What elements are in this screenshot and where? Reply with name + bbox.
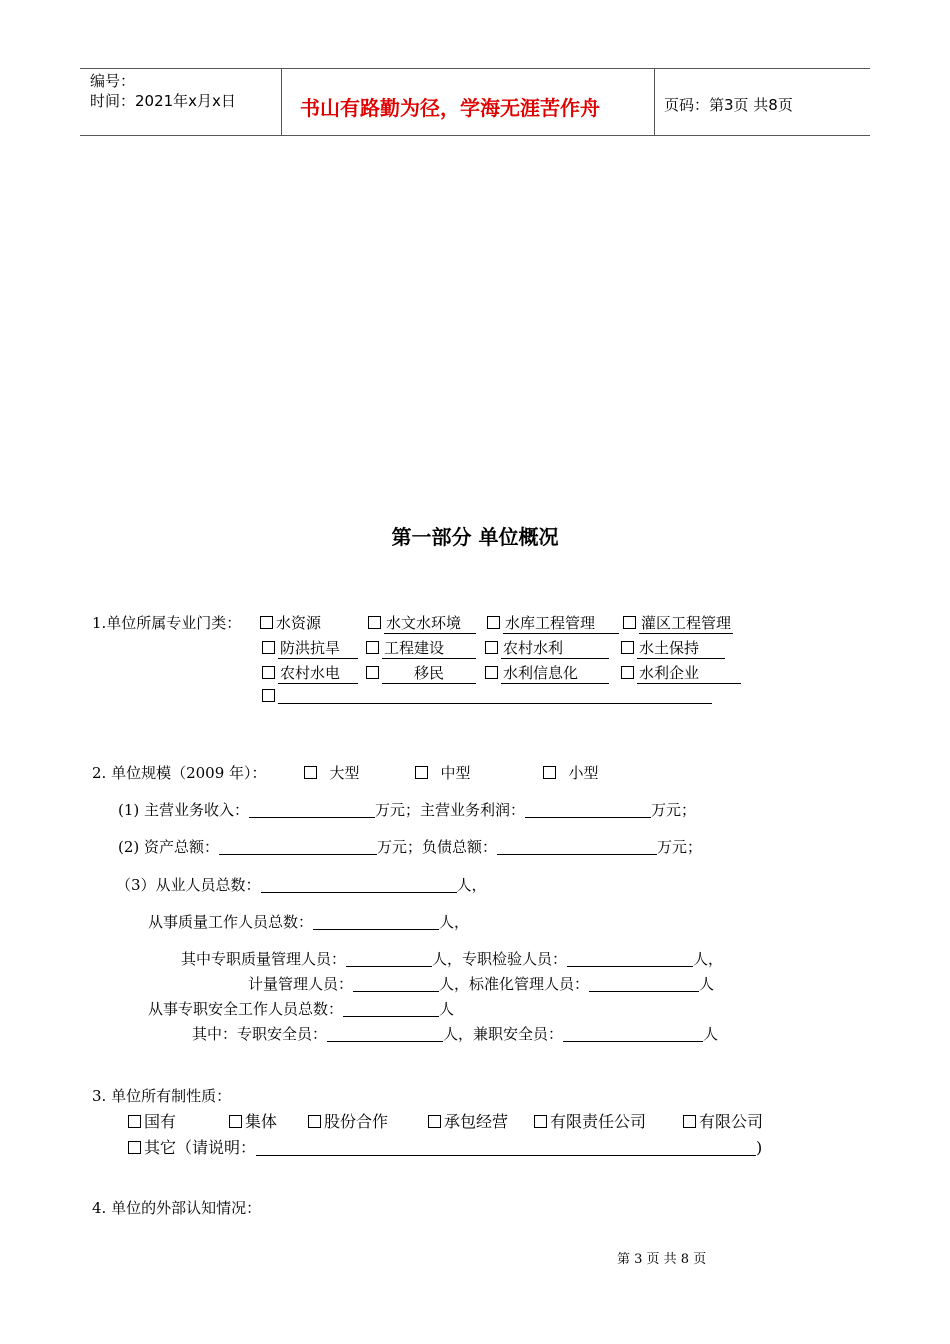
q1-option-migration[interactable]: 移民 (366, 662, 476, 684)
header-time: 时间：2021年x月x日 (90, 92, 236, 110)
checkbox[interactable] (487, 616, 500, 629)
q1-option-reservoir[interactable]: 水库工程管理 (487, 612, 619, 634)
q2-qm-row: 其中专职质量管理人员： 人，专职检验人员： 人， (181, 950, 724, 968)
checkbox[interactable] (304, 766, 317, 779)
q2-size-small[interactable]: 小型 (543, 762, 599, 783)
checkbox[interactable] (128, 1141, 141, 1154)
checkbox[interactable] (534, 1115, 547, 1128)
q3-option-other[interactable]: 其它（请说明： ) (128, 1135, 762, 1158)
q2-size-medium[interactable]: 中型 (415, 762, 471, 783)
parttime-safety-field[interactable] (563, 1025, 703, 1042)
checkbox[interactable] (366, 641, 379, 654)
header-bottom-border (80, 135, 870, 136)
q2-safety-sub-row: 其中：专职安全员： 人，兼职安全员： 人 (192, 1025, 719, 1043)
q1-option-hydrology[interactable]: 水文水环境 (368, 612, 476, 634)
q1-option-other[interactable] (262, 687, 712, 705)
q3-option-state[interactable]: 国有 (128, 1109, 176, 1132)
checkbox[interactable] (485, 641, 498, 654)
q1-option-irrigation[interactable]: 灌区工程管理 (623, 612, 733, 634)
q1-option-enterprise[interactable]: 水利企业 (621, 662, 741, 684)
assets-field[interactable] (219, 838, 377, 855)
q1-option-water-resources[interactable]: 水资源 (260, 612, 321, 633)
checkbox[interactable] (683, 1115, 696, 1128)
fulltime-safety-field[interactable] (327, 1025, 443, 1042)
quality-staff-field[interactable] (313, 913, 439, 930)
q3-option-joint-stock[interactable]: 股份合作 (308, 1109, 388, 1132)
header-page: 页码：第3页 共8页 (664, 96, 793, 114)
q1-option-rural-hydro[interactable]: 农村水电 (262, 662, 358, 684)
q3-other-field[interactable] (256, 1139, 756, 1156)
q2-label: 2. 单位规模（2009 年）： (92, 764, 267, 782)
income-field[interactable] (249, 801, 375, 818)
qm-field[interactable] (346, 950, 432, 967)
checkbox[interactable] (262, 666, 275, 679)
q2-staff-row: （3）从业人员总数： 人， (116, 876, 487, 894)
q3-option-contract[interactable]: 承包经营 (428, 1109, 508, 1132)
footer-page-number: 第 3 页 共 8 页 (617, 1252, 707, 1267)
profit-field[interactable] (525, 801, 651, 818)
checkbox[interactable] (428, 1115, 441, 1128)
q1-option-it[interactable]: 水利信息化 (485, 662, 609, 684)
q2-size-large[interactable]: 大型 (304, 762, 360, 783)
q2-safety-row: 从事专职安全工作人员总数： 人 (148, 1000, 455, 1018)
checkbox[interactable] (260, 616, 273, 629)
staff-field[interactable] (261, 876, 457, 893)
checkbox[interactable] (543, 766, 556, 779)
checkbox[interactable] (262, 641, 275, 654)
header-motto: 书山有路勤为径，学海无涯苦作舟 (300, 96, 600, 120)
checkbox[interactable] (623, 616, 636, 629)
checkbox[interactable] (621, 641, 634, 654)
q2-metro-row: 计量管理人员： 人，标准化管理人员： 人 (248, 975, 715, 993)
checkbox[interactable] (415, 766, 428, 779)
q1-option-construction[interactable]: 工程建设 (366, 637, 476, 659)
safety-staff-field[interactable] (343, 1000, 439, 1017)
q2-assets-row: (2) 资产总额： 万元；负债总额： 万元； (118, 838, 703, 856)
q1-label: 1.单位所属专业门类： (92, 614, 242, 632)
checkbox[interactable] (229, 1115, 242, 1128)
q4-label: 4. 单位的外部认知情况： (92, 1199, 262, 1217)
q1-option-flood[interactable]: 防洪抗旱 (262, 637, 358, 659)
checkbox[interactable] (368, 616, 381, 629)
inspector-field[interactable] (567, 950, 693, 967)
header-divider-right (654, 68, 655, 136)
q3-option-collective[interactable]: 集体 (229, 1109, 277, 1132)
q1-other-field[interactable] (278, 687, 712, 704)
metrology-field[interactable] (353, 975, 439, 992)
header-divider-left (281, 68, 282, 136)
checkbox[interactable] (128, 1115, 141, 1128)
q3-option-limited[interactable]: 有限公司 (683, 1109, 763, 1132)
checkbox[interactable] (308, 1115, 321, 1128)
q2-income-row: (1) 主营业务收入： 万元；主营业务利润： 万元； (118, 801, 697, 819)
q2-quality-row: 从事质量工作人员总数： 人， (148, 913, 470, 931)
header-top-border (80, 68, 870, 69)
q1-option-rural-water[interactable]: 农村水利 (485, 637, 609, 659)
q3-option-llc[interactable]: 有限责任公司 (534, 1109, 646, 1132)
q3-label: 3. 单位所有制性质： (92, 1087, 232, 1105)
debt-field[interactable] (497, 838, 657, 855)
header-number: 编号： (90, 72, 136, 90)
checkbox[interactable] (366, 666, 379, 679)
standardization-field[interactable] (589, 975, 699, 992)
q1-option-soil[interactable]: 水土保持 (621, 637, 725, 659)
checkbox[interactable] (621, 666, 634, 679)
checkbox[interactable] (262, 689, 275, 702)
checkbox[interactable] (485, 666, 498, 679)
section-title: 第一部分 单位概况 (391, 525, 559, 549)
